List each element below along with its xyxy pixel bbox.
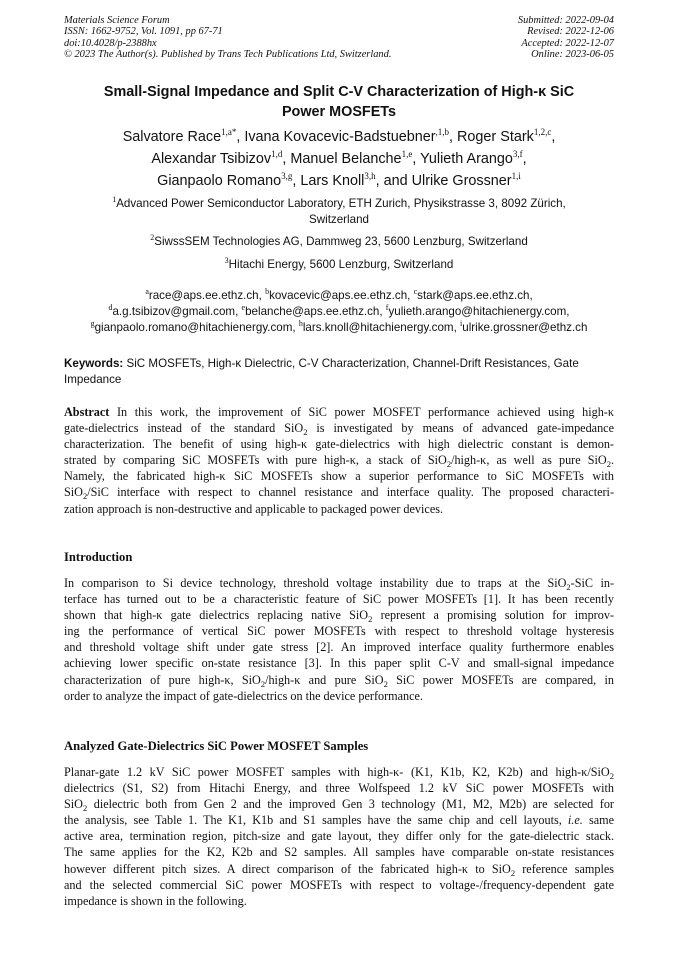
email-mark: i xyxy=(460,319,463,328)
keywords-text: SiC MOSFETs, High-κ Dielectric, C-V Characterization, Channel-Drift Resistances, Gate xyxy=(123,357,579,370)
samples-text: active area, termination region, pitch-size and gate layout, they differ only for the gate-dielectric stack. xyxy=(64,829,614,844)
intro-text: and threshold voltage shift under gate stress [2]. An improved interface quality furthermore enables xyxy=(64,640,614,655)
samples-text: dielectric both from Gen 2 and the improved Gen 3 technology (M1, M2, M2b) are selected for xyxy=(87,797,614,812)
author-affiliation-mark: ,1,b xyxy=(435,127,450,137)
author-separator: , xyxy=(292,173,301,189)
author-affiliation-mark: 1,d xyxy=(271,149,283,159)
author-separator: , and xyxy=(375,173,412,189)
intro-text: /high-κ and pure SiO xyxy=(265,672,384,687)
affiliation-text: Hitachi Energy, 5600 Lenzburg, Switzerland xyxy=(228,258,454,271)
samples-text: reference samples xyxy=(515,861,614,876)
affiliation-text: Advanced Power Semiconductor Laboratory, ETH Zurich, Physikstrasse 3, 8092 Zürich, xyxy=(116,197,566,210)
affiliation xyxy=(80,257,598,273)
author-separator: , xyxy=(282,151,291,167)
publication-dates xyxy=(518,15,614,60)
author-name: Ulrike Grossner xyxy=(411,173,512,189)
abstract-text: gate-dielectrics instead of the standard SiO xyxy=(64,421,304,436)
email-link[interactable]: race@aps.ee.ethz.ch, xyxy=(148,289,266,302)
samples-text: impedance is shown in the following. xyxy=(64,893,247,908)
email-link[interactable]: gianpaolo.romano@hitachienergy.com, xyxy=(94,321,299,334)
subscript: 2 xyxy=(82,803,88,814)
section-heading: Analyzed Gate-Dielectrics SiC Power MOSFET Samples xyxy=(64,739,369,753)
abstract-text: . xyxy=(610,453,614,468)
accepted-date: Accepted: 2022-12-07 xyxy=(521,37,614,49)
subscript: 2 xyxy=(260,678,266,689)
keywords-text: Impedance xyxy=(64,373,122,386)
introduction xyxy=(64,575,614,704)
intro-text: characterization of pure high-κ, SiO xyxy=(64,672,261,687)
author-affiliation-mark: 1,e xyxy=(401,149,413,159)
abstract-text: /high-κ, as well as pure SiO xyxy=(451,453,607,468)
section-heading: Introduction xyxy=(64,550,133,564)
subscript: 2 xyxy=(510,867,516,878)
samples-text: Planar-gate 1.2 kV SiC power MOSFET samples with high-κ- (K1, K1b, K2, K2b) and high-κ/SiO xyxy=(64,765,610,779)
email-mark: g xyxy=(90,319,95,328)
author-separator: , xyxy=(412,151,421,167)
abstract-text: zation approach is non-destructive and applicable to packaged power devices. xyxy=(64,501,444,516)
samples-section xyxy=(64,764,614,909)
email-link[interactable]: yulieth.arango@hitachienergy.com, xyxy=(388,305,570,318)
email-mark: h xyxy=(298,319,303,328)
subscript: 2 xyxy=(303,427,308,438)
abstract-text: is investigated by means of advanced gate-impedance xyxy=(307,421,614,436)
abstract-label: Abstract xyxy=(64,405,110,419)
author-affiliation-mark: 3,g xyxy=(281,171,293,181)
email-mark: f xyxy=(385,303,389,312)
keywords-label: Keywords: xyxy=(64,357,124,370)
copyright: © 2023 The Author(s). Published by Trans Tech Publications Ltd, Switzerland. xyxy=(64,48,392,60)
samples-text: however different pitch sizes. A direct comparison of the fabricated high-κ to SiO xyxy=(64,861,511,876)
intro-text: terface has turned out to be a characteristic feature of SiC power MOSFETs [1]. It has been recently xyxy=(64,592,614,607)
journal-name: Materials Science Forum xyxy=(64,15,170,26)
intro-text: represent a promising solution for improv- xyxy=(372,608,614,623)
email-mark: b xyxy=(265,287,270,296)
subscript: 2 xyxy=(606,459,611,470)
abstract-text: SiO xyxy=(64,485,83,500)
intro-text: In comparison to Si device technology, threshold voltage instability due to traps at the SiO xyxy=(64,576,567,590)
email-link[interactable]: lars.knoll@hitachienergy.com, xyxy=(302,321,461,334)
affiliation-mark: 2 xyxy=(150,233,155,242)
abstract xyxy=(64,404,614,517)
samples-text: same xyxy=(582,813,614,828)
intro-text: ing the performance of vertical SiC power MOSFETs with respect to threshold voltage hysteresis xyxy=(64,624,614,639)
keywords xyxy=(64,356,618,388)
email-mark: d xyxy=(108,303,113,312)
subscript: 2 xyxy=(383,678,388,689)
abstract-text: Namely, the fabricated high-κ SiC MOSFETs show a superior performance to SiC MOSFETs with xyxy=(64,469,614,484)
email-link[interactable]: stark@aps.ee.ethz.ch, xyxy=(417,289,533,302)
affiliation-text: SiwssSEM Technologies AG, Dammweg 23, 5600 Lenzburg, Switzerland xyxy=(154,235,528,248)
author-name: Gianpaolo Romano xyxy=(157,173,282,189)
email-link[interactable]: a.g.tsibizov@gmail.com, xyxy=(112,305,242,318)
affiliation-mark: 3 xyxy=(224,256,229,265)
intro-text: shown that high-κ gate dielectrics replacing native SiO xyxy=(64,608,369,623)
affiliation-text: Switzerland xyxy=(309,213,369,226)
samples-text: SiO xyxy=(64,797,83,812)
samples-text-italic: i.e. xyxy=(567,813,583,828)
author-separator: , xyxy=(522,151,527,167)
author-name: Alexandar Tsibizov xyxy=(151,151,272,167)
intro-text: -SiC in- xyxy=(570,576,615,590)
author-affiliation-mark: 3,f xyxy=(512,149,523,159)
journal-info xyxy=(64,15,391,60)
abstract-text: /SiC interface with respect to channel resistance and interface quality. The proposed characteri- xyxy=(87,485,614,500)
email-link[interactable]: kovacevic@aps.ee.ethz.ch, xyxy=(269,289,414,302)
submitted-date: Submitted: 2022-09-04 xyxy=(517,15,614,26)
affiliation xyxy=(80,196,598,228)
author-name: Lars Knoll xyxy=(300,173,365,189)
abstract-text: strated by comparing SiC MOSFETs with pure high-κ, a stack of SiO xyxy=(64,453,447,468)
author-separator: , xyxy=(551,129,556,145)
subscript: 2 xyxy=(368,614,373,625)
subscript: 2 xyxy=(82,491,88,502)
email-link[interactable]: ulrike.grossner@ethz.ch xyxy=(462,321,588,334)
author-name: Yulieth Arango xyxy=(420,151,513,167)
author-name: Manuel Belanche xyxy=(290,151,402,167)
email-mark: e xyxy=(241,303,246,312)
abstract-text: In this work, the improvement of SiC power MOSFET performance achieved using high-κ xyxy=(109,405,614,419)
revised-date: Revised: 2022-12-06 xyxy=(527,26,614,38)
subscript: 2 xyxy=(566,582,571,592)
samples-text: dielectrics (S1, S2) from Hitachi Energy, and three Wolfspeed 1.2 kV SiC power MOSFETs with xyxy=(64,781,614,796)
subscript: 2 xyxy=(609,771,614,781)
samples-text: the analysis, see Table 1. The K1, K1b and S1 samples have the same chip and cell layouts, xyxy=(64,813,568,828)
author-name: Ivana Kovacevic-Badstuebner xyxy=(244,129,436,145)
intro-text: order to analyze the impact of gate-dielectrics on the device performance. xyxy=(64,688,424,703)
samples-text: and the selected commercial SiC power MOSFETs with respect to voltage-/frequency-dependent gate xyxy=(64,877,614,892)
author-name: Salvatore Race xyxy=(122,129,222,145)
intro-text: SiC power MOSFETs are compared, in xyxy=(387,672,614,687)
subscript: 2 xyxy=(446,459,452,470)
issn-volume: ISSN: 1662-9752, Vol. 1091, pp 67-71 xyxy=(64,26,223,38)
email-list xyxy=(64,288,614,336)
samples-text: The same applies for the K2, K2b and S2 samples. All samples have comparable on-state resistances xyxy=(64,845,614,860)
abstract-text: characterization. The benefit of using high-κ gate-dielectrics with high dielectric constant is demon- xyxy=(64,437,614,452)
author-affiliation-mark: 3,h xyxy=(364,171,376,181)
author-separator: , xyxy=(449,129,458,145)
intro-text: achieving lower specific on-state resistance [3]. In this paper split C-V and small-signal impedance xyxy=(64,656,614,671)
author-affiliation-mark: 1,2,c xyxy=(533,127,552,137)
email-mark: c xyxy=(413,287,418,296)
author-name: Roger Stark xyxy=(457,129,534,145)
title-line: Small-Signal Impedance and Split C-V Characterization of High-κ SiC xyxy=(103,84,575,100)
doi: doi:10.4028/p-2388hx xyxy=(64,37,157,49)
author-affiliation-mark: 1,a* xyxy=(221,127,237,137)
online-date: Online: 2023-06-05 xyxy=(531,48,614,60)
email-link[interactable]: belanche@aps.ee.ethz.ch, xyxy=(245,305,386,318)
paper-title xyxy=(64,82,614,122)
author-list xyxy=(64,126,614,192)
affiliation xyxy=(80,234,598,250)
author-separator: , xyxy=(236,129,245,145)
author-affiliation-mark: 1,i xyxy=(511,171,521,181)
email-mark: a xyxy=(145,287,149,296)
title-line: Power MOSFETs xyxy=(281,104,397,120)
affiliation-mark: 1 xyxy=(112,195,117,204)
